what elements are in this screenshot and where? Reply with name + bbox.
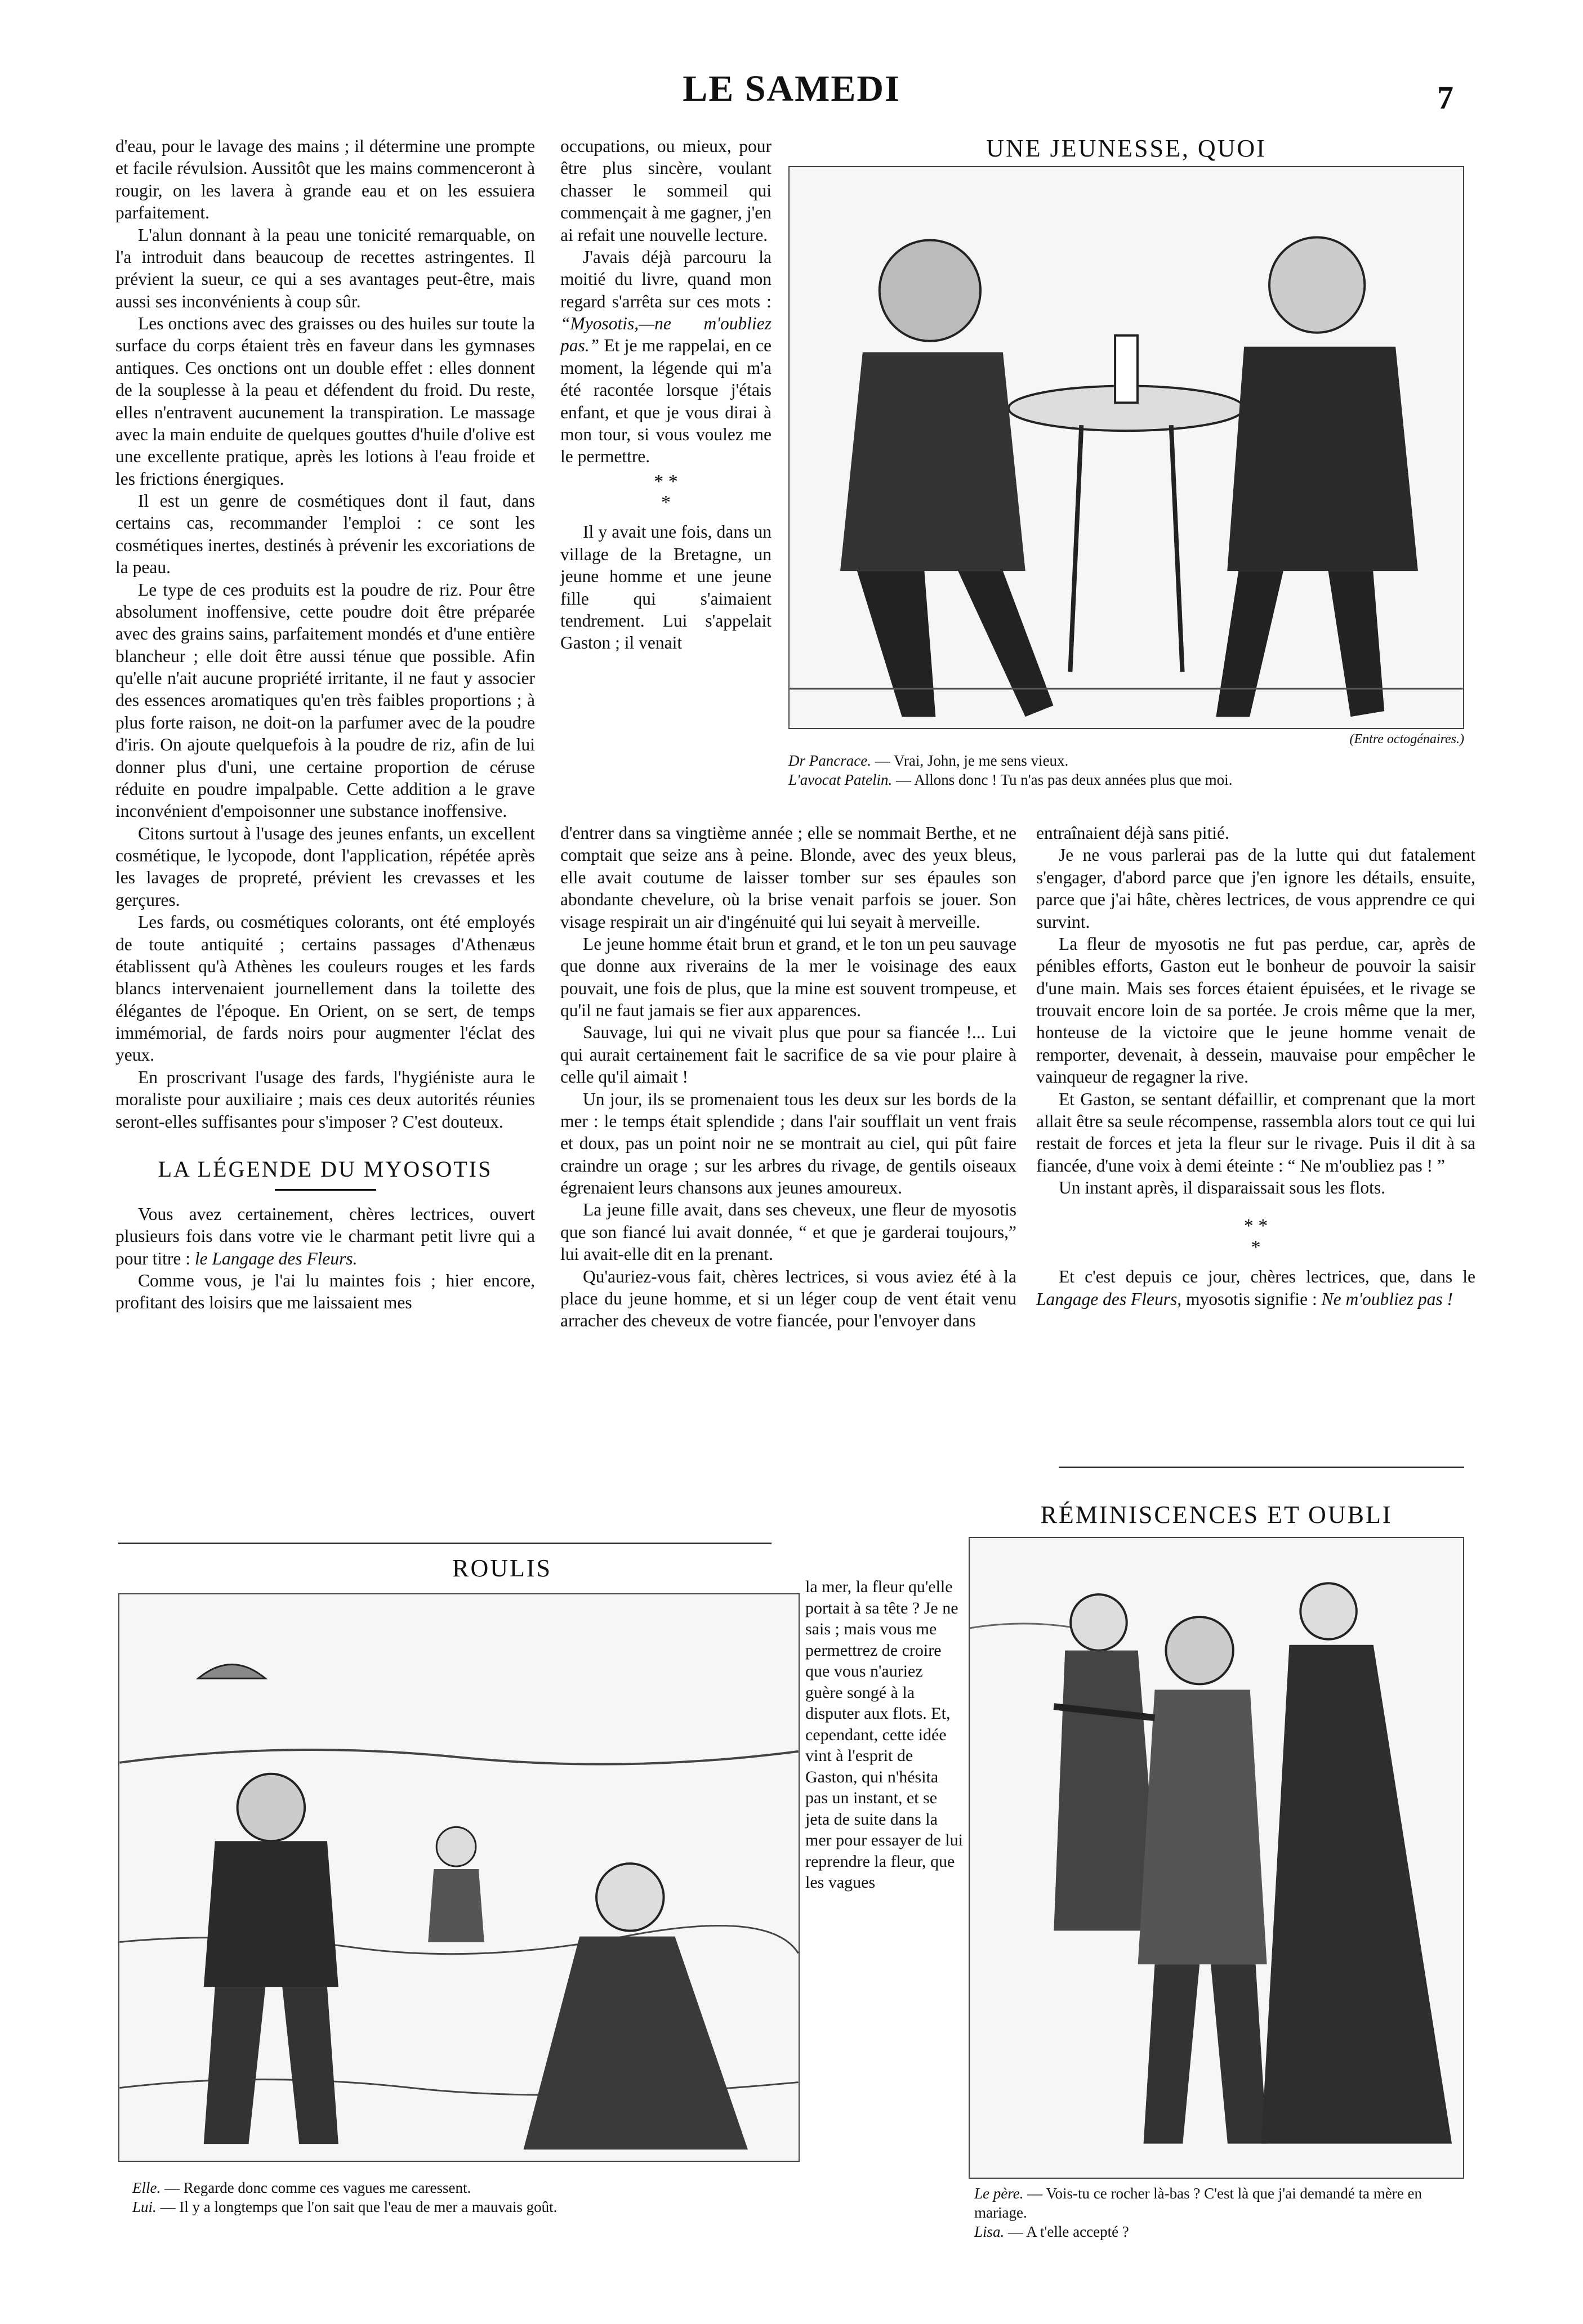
text-run: Et je me rappelai, en ce moment, la légende qui m'a été racontée lorsque j'étais enfant, et que je vous dirai à mon tour, si vous voulez me le permettre. <box>560 336 772 467</box>
text-run: Vous avez certainement, chères lectrices, ouvert plusieurs fois dans votre vie le charmant petit livre qui a pour titre : <box>115 1204 535 1268</box>
paragraph: Citons surtout à l'usage des jeunes enfants, un excellent cosmétique, le lycopode, dont l'application, répétée après les lavages de propreté, prévient les crevasses et les gerçures. <box>115 823 535 910</box>
paragraph: Qu'auriez-vous fait, chères lectrices, si vous aviez été à la place du jeune homme, et si un léger coup de vent était venu arracher des cheveux de votre fiancée, pour l'envoyer dans <box>560 1266 1016 1331</box>
paragraph: Les onctions avec des graisses ou des huiles sur toute la surface du corps étaient très en faveur dans les gymnases antiques. Ces onctions ont un double effet : elles donnent de la souplesse à la peau et défendent du froid. Du reste, elles n'entravent aucunement la transpiration. Le massage avec la main enduite de quelques gouttes d'huile d'olive est une excellente pratique, après les lotions à l'eau froide et les frictions énergiques. <box>115 314 535 489</box>
dialogue: — Regarde donc comme ces vagues me caressent. <box>160 2179 471 2196</box>
paragraph: Il est un genre de cosmétiques dont il faut, dans certains cas, recommander l'emploi : ce sont les cosmétiques inertes, destinés à prévenir les excoriations de la peau. <box>115 491 535 578</box>
paragraph: la mer, la fleur qu'elle portait à sa tête ? Je ne sais ; mais vous me permettrez de croire que vous n'auriez guère songé à la disputer aux flots. Et, cependant, cette idée vint à l'esprit de Gaston, qui n'hésita pas un instant, et se jeta de suite dans la mer pour essayer de lui reprendre la fleur, que les vagues <box>805 1577 963 1892</box>
speaker: Elle. <box>132 2179 161 2196</box>
column-1 <box>115 135 535 1314</box>
page-number: 7 <box>1437 79 1453 116</box>
illustration-drawing <box>970 1538 1463 2178</box>
page-title: LE SAMEDI <box>683 68 900 109</box>
illustration-title: ROULIS <box>452 1554 552 1582</box>
dialogue: — Vrai, John, je me sens vieux. <box>871 752 1069 769</box>
speaker: Lisa. <box>974 2223 1005 2240</box>
paragraph <box>115 1203 535 1270</box>
speaker: Dr Pancrace. <box>788 752 871 769</box>
illustration-drawing <box>119 1594 799 2161</box>
divider <box>275 1189 376 1191</box>
speaker: Le père. <box>974 2185 1024 2202</box>
paragraph: L'alun donnant à la peau une tonicité remarquable, on l'a introduit dans beaucoup de recettes astringentes. Il prévient la sueur, ce qui a ses avantages peut-être, mais aussi ses inconvénients à coup sûr. <box>115 225 535 311</box>
paragraph: Et Gaston, se sentant défaillir, et comprenant que la mort allait être sa seule récompense, rassembla alors tout ce qui lui restait de forces et jeta la fleur sur le rivage. Puis il dit à sa fiancée, d'une voix à demi éteinte : “ Ne m'oubliez pas ! ” <box>1036 1089 1475 1176</box>
paragraph: La jeune fille avait, dans ses cheveux, une fleur de myosotis que son fiancé lui avait donnée, “ et que je garderai toujours,” lui avait-elle dit en la prenant. <box>560 1200 1016 1264</box>
illustration-subtitle: (Entre octogénaires.) <box>1349 732 1464 747</box>
caption-line <box>974 2184 1464 2223</box>
paragraph <box>1036 1266 1475 1310</box>
illustration-title: UNE JEUNESSE, QUOI <box>986 135 1267 162</box>
paragraph: Un instant après, il disparaissait sous les flots. <box>1059 1178 1386 1197</box>
paragraph: Les fards, ou cosmétiques colorants, ont été employés de toute antiquité ; certains passages d'Athenæus établissent qu'à Athènes les couleurs rouges et les fards blancs intervenaient journellement dans la toilette des élégantes de l'époque. En Orient, on se sert, de temps immémorial, de fards noirs pour augmenter l'éclat des yeux. <box>115 912 535 1065</box>
paragraph: Sauvage, lui qui ne vivait plus que pour sa fiancée !... Lui qui aurait certainement fait le sacrifice de sa vie pour plaire à celle qu'il aimait ! <box>560 1022 1016 1087</box>
section-separator: * * * <box>654 471 678 513</box>
paragraph: d'entrer dans sa vingtième année ; elle se nommait Berthe, et ne comptait que seize ans à peine. Blonde, avec des yeux bleus, elle avait coutume de laisser tomber sur ses épaules son abondante chevelure, où la brise venait parfois se jouer. Son visage respirait un air d'ingénuité qui lui seyait à merveille. <box>560 823 1016 932</box>
paragraph: entraînaient déjà sans pitié. <box>1036 823 1229 843</box>
paragraph <box>560 246 772 468</box>
paragraph: occupations, ou mieux, pour être plus sincère, voulant chasser le sommeil qui commençait à me gagner, j'en ai refait une nouvelle lecture. <box>560 136 772 245</box>
column-4 <box>1036 822 1475 1310</box>
paragraph: Le type de ces produits est la poudre de riz. Pour être absolument inoffensive, cette poudre doit être préparée avec des grains sains, parfaitement mondés et d'une entière blancheur ; elle doit être aussi ténue que possible. Afin qu'elle n'ait aucune propriété irritante, il ne faut y associer des essences aromatiques qu'en très faibles proportions ; à plus forte raison, ne doit-on la parfumer avec de la poudre d'iris. On ajoute quelquefois à la poudre de riz, afin de lui donner plus d'uni, une certaine proportion de céruse réduite en poudre impalpable. Cette addition a le grave inconvénient d'empoisonner une substance inoffensive. <box>115 579 535 821</box>
caption-line <box>974 2223 1464 2242</box>
speaker: Lui. <box>132 2198 157 2215</box>
divider <box>1059 1467 1464 1468</box>
paragraph: Il y avait une fois, dans un village de la Bretagne, un jeune homme et une jeune fille qui s'aimaient tendrement. Lui s'appelait Gaston ; il venait <box>560 522 772 653</box>
quote: Ne m'oubliez pas ! <box>1321 1289 1453 1309</box>
paragraph: d'eau, pour le lavage des mains ; il détermine une prompte et facile révulsion. Aussitôt que les mains commenceront à rougir, on les lavera à grande eau et on les essuiera parfaitement. <box>115 136 535 223</box>
column-center <box>560 822 1016 1332</box>
divider <box>118 1543 772 1544</box>
section-separator: * * * <box>1243 1215 1268 1258</box>
caption-line <box>132 2198 802 2217</box>
illustration-drawing <box>790 167 1463 728</box>
paragraph: La fleur de myosotis ne fut pas perdue, car, après de pénibles efforts, Gaston eut le bonheur de pouvoir la saisir d'une main. Mais ses forces étaient épuisées, et le rivage se trouvait encore loin de sa portée. Je crois même que la mer, honteuse de la victoire que le jeune homme venait de remporter, devenait, à dessein, mauvaise pour empêcher le vainqueur de regagner la rive. <box>1036 933 1475 1087</box>
text-run: Et c'est depuis ce jour, chères lectrices, que, dans le <box>1059 1267 1475 1287</box>
illustration-caption <box>788 752 1475 790</box>
book-title: le Langage des Fleurs. <box>194 1248 358 1268</box>
illustration-caption <box>974 2184 1464 2241</box>
column-narrow <box>805 1576 963 1893</box>
caption-line <box>788 752 1475 771</box>
dialogue: — Vois-tu ce rocher là-bas ? C'est là que j'ai demandé ta mère en mariage. <box>974 2185 1422 2221</box>
column-2 <box>560 135 772 654</box>
section-heading: LA LÉGENDE DU MYOSOTIS <box>158 1156 493 1182</box>
caption-line <box>788 771 1475 790</box>
illustration-family <box>969 1537 1464 2179</box>
speaker: L'avocat Patelin. <box>788 771 893 788</box>
paragraph: Le jeune homme était brun et grand, et le ton un peu sauvage que donne aux riverains de la mer le voisinage des eaux pouvait, une fois de plus, que la mine est souvent trompeuse, et qu'il ne faut jamais se fier aux apparences. <box>560 933 1016 1020</box>
paragraph: Un jour, ils se promenaient tous les deux sur les bords de la mer : le temps était splendide ; dans l'air soufflait un vent frais et doux, pas un point noir ne se montrait au ciel, qui pût faire craindre un orage ; sur les arbres du rivage, de gentils oiseaux égrenaient leurs chansons aux jeunes amoureux. <box>560 1089 1016 1197</box>
paragraph: Comme vous, je l'ai lu maintes fois ; hier encore, profitant des loisirs que me laissaient mes <box>115 1271 535 1313</box>
dialogue: — Allons donc ! Tu n'as pas deux années plus que moi. <box>892 771 1233 788</box>
quote: “Myosotis,—ne m'oubliez pas.” <box>560 314 772 356</box>
dialogue: — A t'elle accepté ? <box>1004 2223 1129 2240</box>
paragraph: Je ne vous parlerai pas de la lutte qui dut fatalement s'engager, d'abord parce que j'en ignore les détails, ensuite, parce que j'ai hâte, chères lectrices, de vous apprendre ce qui survint. <box>1036 845 1475 932</box>
caption-line <box>132 2179 802 2198</box>
text-run: myosotis signifie : <box>1181 1289 1322 1309</box>
dialogue: — Il y a longtemps que l'on sait que l'eau de mer a mauvais goût. <box>156 2198 558 2215</box>
paragraph: En proscrivant l'usage des fards, l'hygiéniste aura le moraliste pour auxiliaire ; mais ces deux autorités réunies seront-elles suffisantes pour s'imposer ? C'est douteux. <box>115 1067 535 1132</box>
text-run: J'avais déjà parcouru la moitié du livre, quand mon regard s'arrêta sur ces mots : <box>560 247 772 311</box>
illustration-sea-bathing <box>118 1593 800 2162</box>
illustration-old-men <box>788 166 1464 729</box>
illustration-caption <box>132 2179 802 2217</box>
book-title: Langage des Fleurs, <box>1036 1289 1182 1309</box>
illustration-title: RÉMINISCENCES ET OUBLI <box>1040 1501 1393 1529</box>
